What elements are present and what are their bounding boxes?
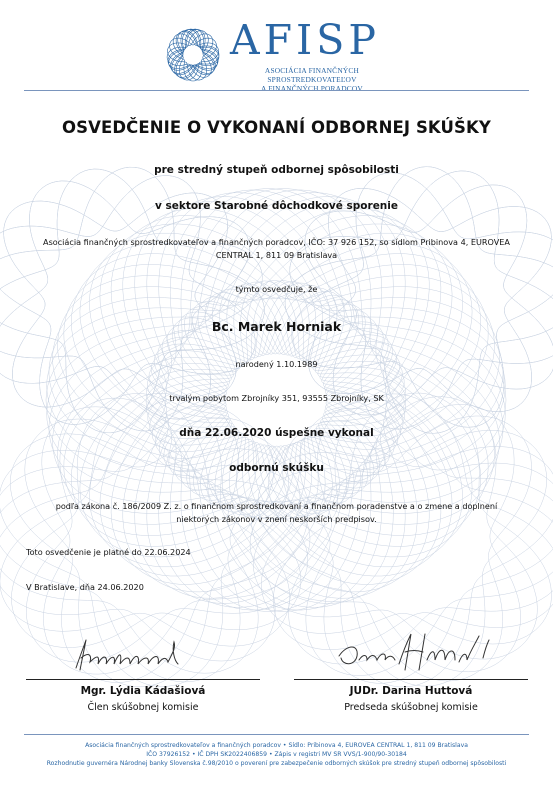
logo-wordmark: AFISP — [230, 16, 380, 64]
footer-line3: Rozhodnutie guvernéra Národnej banky Slovenska č.98/2010 o poverení pre zabezpečenie odborných skúšok pre stredný stupeň odbornej spôsobilosti — [46, 760, 507, 767]
birth-date: narodený 1.10.1989 — [235, 359, 318, 369]
issuer-text — [20, 236, 533, 262]
place-date: V Bratislave, dňa 24.06.2020 — [26, 582, 144, 592]
signer-name-left: Mgr. Lýdia Kádašiová — [80, 685, 206, 697]
guilloche-curve — [0, 176, 255, 425]
afisp-logo — [162, 16, 394, 93]
law-line2: niektorých zákonov v znení neskorších predpisov. — [176, 514, 377, 524]
signer-role-right: Predseda skúšobnej komisie — [344, 702, 478, 713]
header-divider — [24, 90, 529, 91]
footer — [10, 741, 543, 768]
footer-divider — [24, 734, 529, 735]
logo-subtitle — [232, 66, 392, 93]
footer-line1: Asociácia finančných sprostredkovateľov a finančných poradcov • Sídlo: Pribinova 4, EUROVEA CENTRAL 1, 811 09 Bratislava — [85, 742, 468, 749]
holder-name: Bc. Marek Horniak — [211, 319, 342, 334]
exam-date: dňa 22.06.2020 úspešne vykonal — [179, 427, 374, 439]
guilloche-curve — [305, 185, 553, 415]
signature-huttova — [335, 630, 495, 676]
signature-line-right — [294, 679, 528, 680]
signature-kadasiova — [70, 634, 190, 676]
sector-line: v sektore Starobné dôchodkové sporenie — [154, 200, 399, 212]
law-reference — [20, 500, 533, 526]
logo-subtitle-line2: A FINANČNÝCH PORADCOV — [261, 84, 363, 93]
competence-level: pre stredný stupeň odbornej spôsobilosti — [154, 164, 399, 176]
residence: trvalým pobytom Zbrojníky 351, 93555 Zbrojníky, SK — [169, 393, 384, 403]
guilloche-curve — [305, 185, 553, 415]
certificate-title: OSVEDČENIE O VYKONANÍ ODBORNEJ SKÚŠKY — [62, 118, 491, 137]
issuer-line1: Asociácia finančných sprostredkovateľov a finančných poradcov, IČO: 37 926 152, so sídlom Pribinova 4, EUROVEA — [43, 237, 510, 247]
issuer-line2: CENTRAL 1, 811 09 Bratislava — [215, 250, 338, 260]
afisp-emblem-icon — [162, 26, 224, 84]
signer-name-right: JUDr. Darina Huttová — [349, 685, 473, 697]
signature-line-left — [26, 679, 260, 680]
law-line1: podľa zákona č. 186/2009 Z. z. o finančnom sprostredkovaní a finančnom poradenstve a o zmene a doplnení — [55, 501, 498, 511]
guilloche-curve — [0, 176, 255, 425]
certifies-text: týmto osvedčuje, že — [235, 284, 318, 294]
validity-text: Toto osvedčenie je platné do 22.06.2024 — [26, 547, 191, 557]
footer-line2: IČO 37926152 • IČ DPH SK2022406859 • Zápis v registri MV SR VVS/1-900/90-30184 — [146, 751, 407, 758]
logo-subtitle-line1: ASOCIÁCIA FINANČNÝCH SPROSTREDKOVATEĽOV — [264, 66, 360, 84]
signer-role-left: Člen skúšobnej komisie — [87, 702, 199, 713]
exam-type: odbornú skúšku — [229, 462, 324, 474]
